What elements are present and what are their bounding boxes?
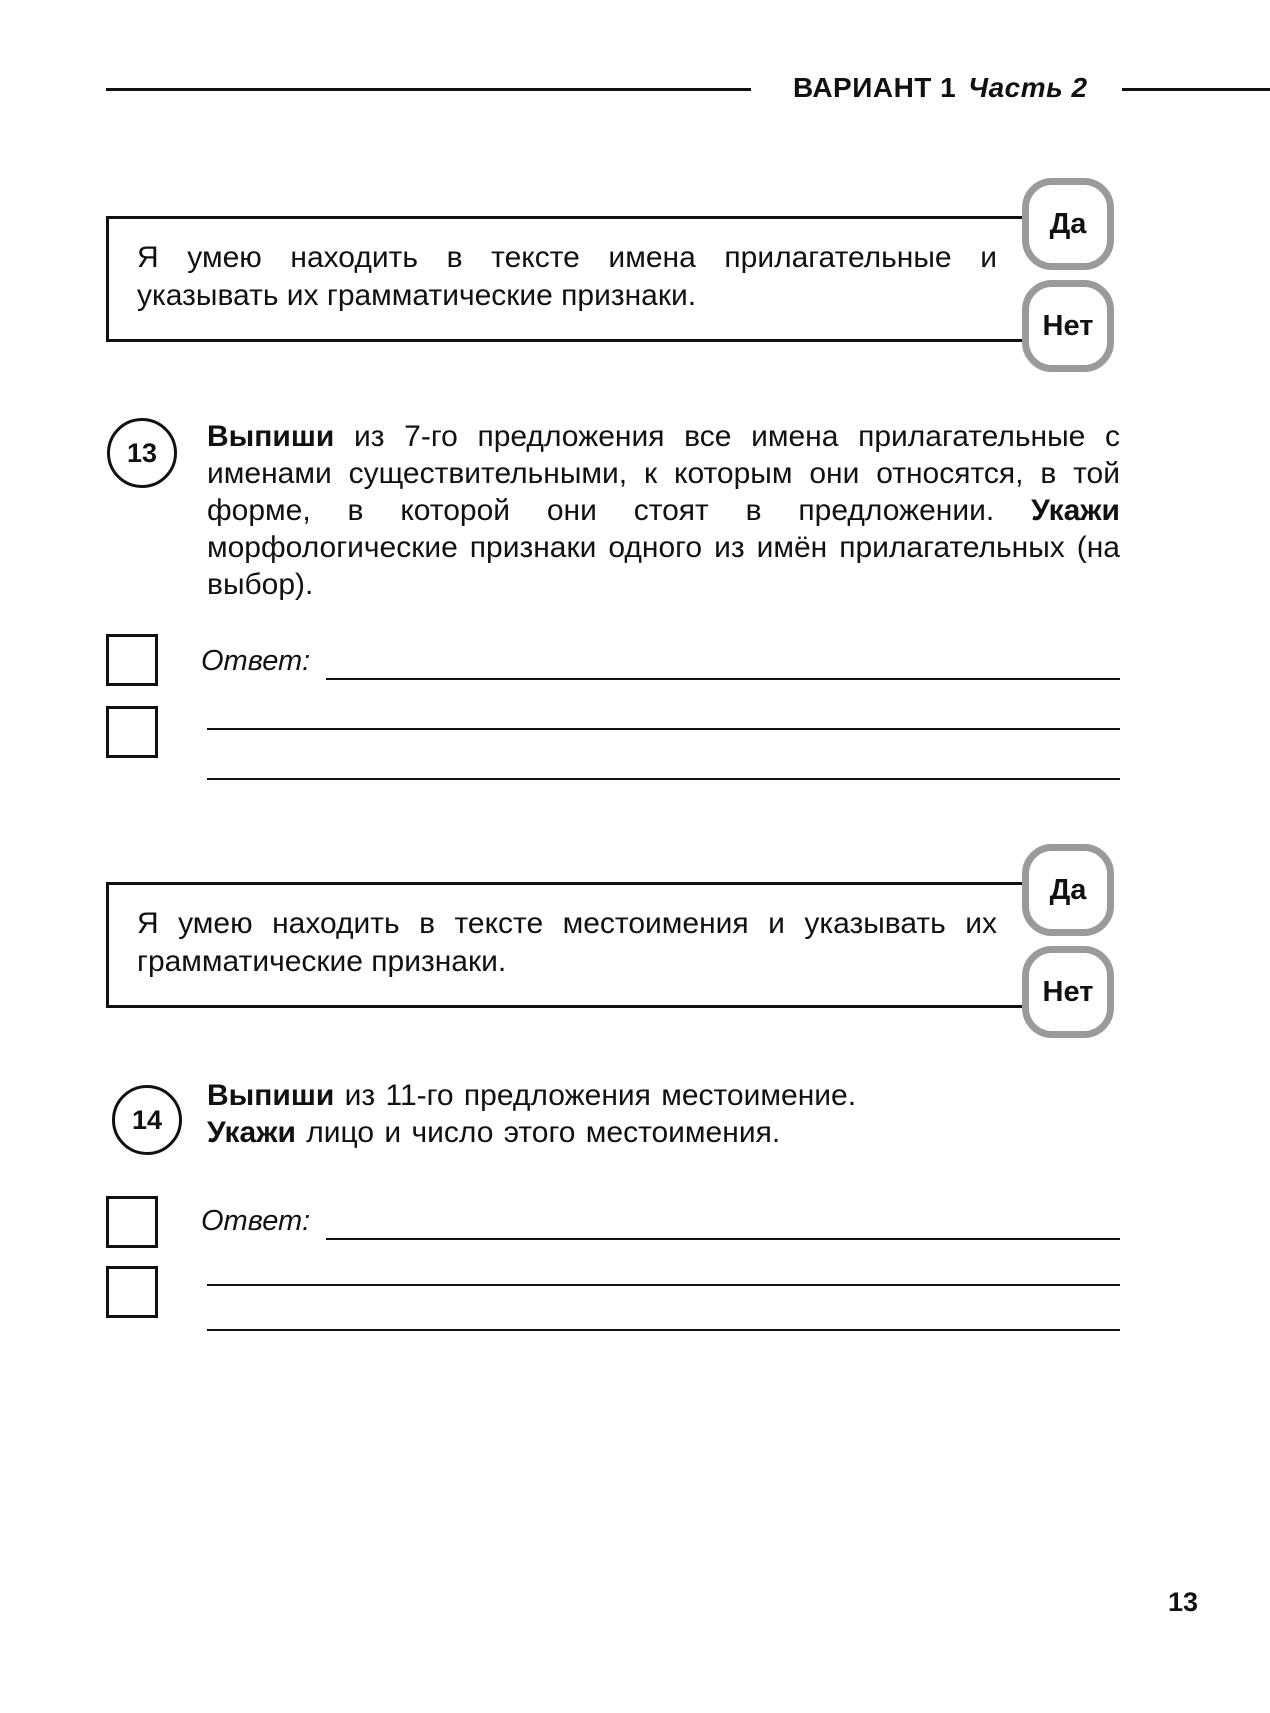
task-13-text-2: морфологические признаки одного из имён прилагательных (на выбор).	[207, 531, 1120, 601]
answer-input-14-line-1[interactable]	[326, 1204, 1120, 1240]
task-14-verb-1: Выпиши	[207, 1079, 335, 1112]
page-number: 13	[1168, 1587, 1199, 1617]
answer-label-14: Ответ:	[201, 1205, 311, 1237]
task-13-verb-1: Выпиши	[207, 420, 335, 453]
self-check-box-1	[106, 216, 1026, 342]
header-title	[793, 72, 1088, 104]
self-check-text-2: Я умею находить в тексте местоимения и указывать их грамматические признаки.	[137, 907, 997, 978]
answer-input-13-line-2[interactable]	[207, 694, 1120, 730]
task-13-text	[207, 418, 1120, 603]
answer-input-13-line-3[interactable]	[207, 744, 1120, 780]
score-checkbox-14-a[interactable]	[106, 1196, 158, 1248]
answer-input-14-line-2[interactable]	[207, 1250, 1120, 1286]
answer-input-14-line-3[interactable]	[207, 1295, 1120, 1331]
task-13-verb-2: Укажи	[1031, 494, 1120, 527]
task-14-verb-2: Укажи	[207, 1116, 296, 1149]
yes-button-2[interactable]: Да	[1022, 844, 1114, 936]
self-check-text-1: Я умею находить в тексте имена прилагательные и указывать их грамматические признаки.	[137, 241, 997, 312]
variant-label: ВАРИАНТ 1	[793, 72, 957, 103]
answer-input-13-line-1[interactable]	[326, 644, 1120, 680]
task-14-text	[207, 1077, 1120, 1151]
task-number-13: 13	[107, 418, 177, 488]
task-14-text-1: из 11-го предложения местоимение.	[334, 1079, 857, 1112]
task-14-text-2: лицо и число этого местоимения.	[295, 1116, 781, 1149]
no-button-1[interactable]: Нет	[1022, 280, 1114, 372]
score-checkbox-13-a[interactable]	[106, 634, 158, 686]
answer-label-13: Ответ:	[201, 645, 311, 677]
score-checkbox-13-b[interactable]	[106, 706, 158, 758]
header-rule-left	[106, 88, 751, 91]
self-check-box-2	[106, 882, 1026, 1008]
header-rule-right	[1122, 88, 1270, 91]
no-button-2[interactable]: Нет	[1022, 946, 1114, 1038]
task-number-14: 14	[112, 1085, 182, 1155]
task-13-text-1: из 7-го предложения все имена прилагательные с именами существительными, к которым они относятся, в той форме, в которой они стоят в предложении.	[207, 420, 1120, 527]
score-checkbox-14-b[interactable]	[106, 1266, 158, 1318]
part-label: Часть 2	[968, 72, 1088, 103]
yes-button-1[interactable]: Да	[1022, 178, 1114, 270]
